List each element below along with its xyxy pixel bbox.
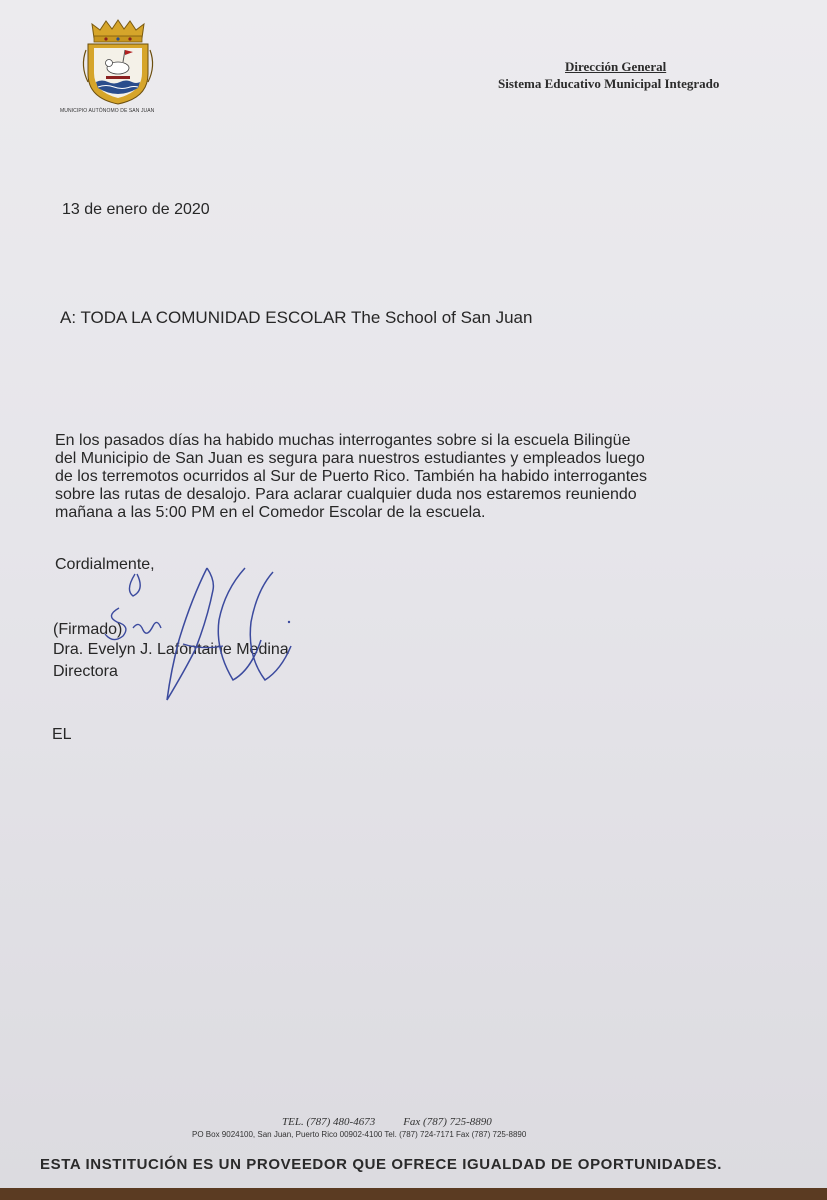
signer-name: Dra. Evelyn J. Lafontaine Medina [53,641,289,658]
typist-initials: EL [52,726,72,743]
letter-date: 13 de enero de 2020 [62,201,210,218]
letter-recipient: A: TODA LA COMUNIDAD ESCOLAR The School of San Juan [60,308,533,327]
footer-fax: Fax (787) 725-8890 [403,1116,492,1128]
san-juan-coat-of-arms-icon [78,16,158,106]
logo-caption: MUNICIPIO AUTÓNOMO DE SAN JUAN [60,108,155,114]
body-line: mañana a las 5:00 PM en el Comedor Escolar de la escuela. [55,504,486,521]
signer-title: Directora [53,663,118,680]
handwritten-signature [95,560,295,710]
signed-note: (Firmado) [53,621,123,638]
body-line: En los pasados días ha habido muchas interrogantes sobre si la escuela Bilingüe [55,432,631,449]
equal-opportunity-notice: ESTA INSTITUCIÓN ES UN PROVEEDOR QUE OFRECE IGUALDAD DE OPORTUNIDADES. [40,1156,723,1173]
footer-tel: TEL. (787) 480-4673 [282,1116,376,1128]
letter-closing: Cordialmente, [55,556,155,573]
body-line: sobre las rutas de desalojo. Para aclarar cualquier duda nos estaremos reuniendo [55,486,637,503]
body-line: de los terremotos ocurridos al Sur de Puerto Rico. También ha habido interrogantes [55,468,648,485]
table-surface [0,1188,827,1200]
letterhead-subtitle: Sistema Educativo Municipal Integrado [498,76,720,91]
letterhead-title: Dirección General [565,59,667,74]
letter-body [55,432,745,522]
footer-phone-line [282,1116,492,1128]
footer-address: PO Box 9024100, San Juan, Puerto Rico 00902-4100 Tel. (787) 724-7171 Fax (787) 725-8890 [192,1130,527,1139]
letterhead-heading [498,59,768,92]
body-line: del Municipio de San Juan es segura para nuestros estudiantes y empleados luego [55,450,645,467]
